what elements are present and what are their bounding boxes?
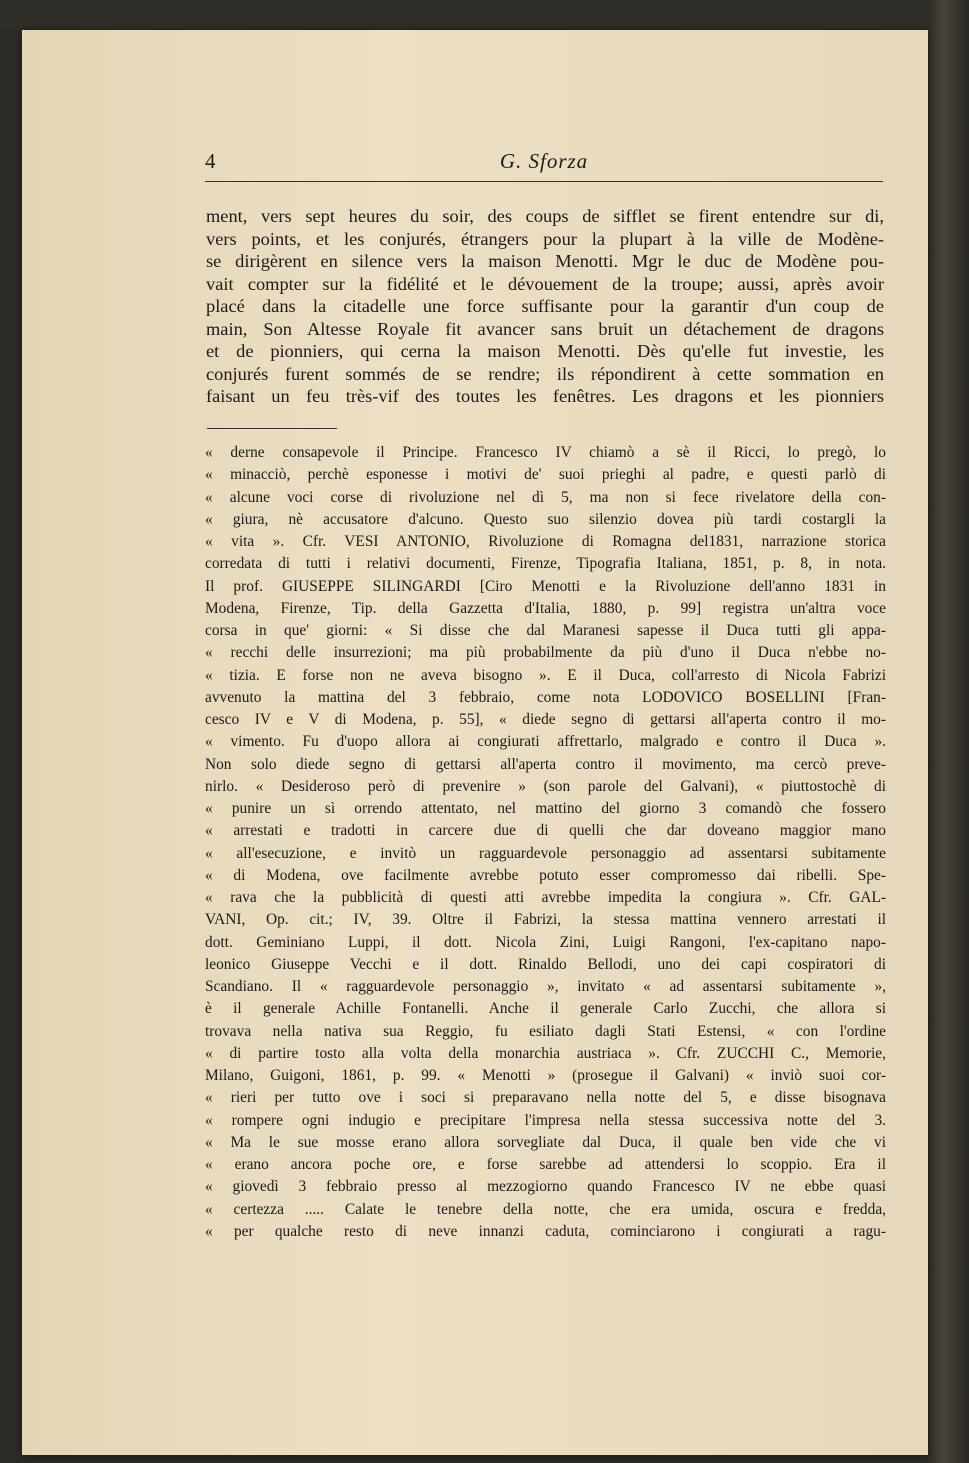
main-text-line: se dirigèrent en silence vers la maison Menotti. Mgr le duc de Modène pou- [206,251,884,271]
footnote-line: « giovedì 3 febbraio presso al mezzogiorno quando Francesco IV ne ebbe quasi [205,1178,886,1196]
main-text-line: main, Son Altesse Royale fit avancer sans bruit un détachement de dragons [206,318,884,339]
running-head: G. Sforza [499,149,589,173]
footnote-line: corredata di tutti i relativi documenti, Firenze, Tipografia Italiana, 1851, p. 8, in nota. [205,555,886,573]
footnote-line: è il generale Achille Fontanelli. Anche il generale Carlo Zucchi, che allora si [205,1000,886,1018]
main-text-line: placé dans la citadelle une force suffisante pour la garantir d'un coup de [206,296,884,316]
footnote-line: « minacciò, perchè esponesse i motivi de' suoi prieghi al padre, e questi parlò di [205,466,886,484]
footnote-line: corsa in que' giorni: « Si disse che dal Maranesi sapesse il Duca tutti gli appa- [205,622,886,639]
footnote-line: « vimento. Fu d'uopo allora ai congiurati affrettarlo, malgrado e contro il Duca ». [205,733,886,751]
page-number: 4 [205,149,216,173]
footnote-line: avvenuto la mattina del 3 febbraio, come nota LODOVICO BOSELLINI [Fran- [205,688,886,706]
main-text [206,205,884,408]
footnote-line: Milano, Guigoni, 1861, p. 99. « Menotti » (prosegue il Galvani) « inviò suoi cor- [205,1067,886,1084]
footnote [205,442,886,1243]
footnote-line: « rompere ogni indugio e precipitare l'impresa nella stessa successiva notte del 3. [205,1111,886,1129]
footnote-line: Scandiano. Il « ragguardevole personaggio », invitato « ad assentarsi subitamente », [205,978,886,995]
main-text-line: faisant un feu très-vif des toutes les fenêtres. Les dragons et les pionniers [206,386,884,406]
footnote-line: « recchi delle insurrezioni; ma più probabilmente da più d'uno il Duca n'ebbe no- [205,644,886,662]
page-header [205,145,883,182]
footnote-line: « rava che la pubblicità di questi atti avrebbe impedita la congiura ». Cfr. GAL- [205,889,886,906]
footnote-line: VANI, Op. cit.; IV, 39. Oltre il Fabrizi, la stessa mattina vennero arrestati il [205,911,886,929]
footnote-line: « giura, nè accusatore d'alcuno. Questo suo silenzio dovea più tardi costargli la [205,510,886,528]
footnote-line: « tizia. E forse non ne aveva bisogno ». E il Duca, coll'arresto di Nicola Fabrizi [205,666,886,684]
footnote-line: « di partire tosto alla volta della monarchia austriaca ». Cfr. ZUCCHI C., Memorie, [205,1044,886,1062]
footnote-line: « Ma le sue mosse erano allora sorvegliate dal Duca, il quale ben vide che vi [205,1133,886,1151]
main-text-line: ment, vers sept heures du soir, des coups de sifflet se firent entendre sur di, [206,206,884,226]
footnote-line: Il prof. GIUSEPPE SILINGARDI [Ciro Menotti e la Rivoluzione dell'anno 1831 in [205,577,886,595]
footnote-line: « vita ». Cfr. VESI ANTONIO, Rivoluzione di Romagna del1831, narrazione storica [205,533,886,550]
footnote-line: Non solo diede segno di gettarsi all'aperta contro il movimento, ma cercò preve- [205,755,886,773]
footnote-line: « all'esecuzione, e invitò un ragguardevole personaggio ad assentarsi subitamente [205,844,886,862]
footnote-line: « certezza ..... Calate le tenebre della notte, che era umida, oscura e fredda, [205,1200,886,1218]
footnote-line: « derne consapevole il Principe. Francesco IV chiamò a sè il Ricci, lo pregò, lo [205,444,886,461]
footnote-line: dott. Geminiano Luppi, il dott. Nicola Zini, Luigi Rangoni, l'ex-capitano napo- [205,933,886,951]
footnote-line: « rieri per tutto ove i soci si preparavano nella notte del 5, e disse bisognava [205,1089,886,1107]
main-text-line: vers points, et les conjurés, étrangers pour la plupart à la ville de Modène- [206,228,884,249]
main-text-line: et de pionniers, qui cerna la maison Menotti. Dès qu'elle fut investie, les [206,341,884,361]
main-text-line: conjurés furent sommés de se rendre; ils répondirent à cette sommation en [206,363,884,384]
footnote-line: cesco IV e V di Modena, p. 55], « diede segno di gettarsi all'aperta contro il mo- [205,711,886,728]
footnote-line: Modena, Firenze, Tip. della Gazzetta d'Italia, 1880, p. 99] registra un'altra voce [205,599,886,617]
footnote-line: leonico Giuseppe Vecchi e il dott. Rinaldo Bellodi, uno dei capi cospiratori di [205,955,886,973]
footnote-line: « erano ancora poche ore, e forse sarebbe ad attendersi lo scoppio. Era il [205,1156,886,1173]
footnote-line: « arrestati e tradotti in carcere due di quelli che dar doveano maggior mano [205,822,886,840]
scan-background-top [0,0,969,30]
footnote-line: « per qualche resto di neve innanzi caduta, cominciarono i congiurati a ragu- [205,1222,886,1240]
footnote-line: « di Modena, ove facilmente avrebbe potuto esser compromesso dai ribelli. Spe- [205,866,886,884]
footnote-line: trovava nella nativa sua Reggio, fu esiliato dagli Stati Estensi, « con l'ordine [205,1022,886,1040]
footnote-line: « alcune voci corse di rivoluzione nel dì 5, ma non si fece rivelatore della con- [205,488,886,506]
footnote-line: nirlo. « Desideroso però di prevenire » (son parole del Galvani), « piuttostochè di [205,777,886,795]
scan-background-right [928,0,969,1463]
footnote-line: « punire un sì orrendo attentato, nel mattino del giorno 3 comandò che fossero [205,800,886,817]
footnote-separator [207,428,337,429]
main-text-line: vait compter sur la fidélité et le dévouement de la troupe; aussi, après avoir [206,273,884,294]
